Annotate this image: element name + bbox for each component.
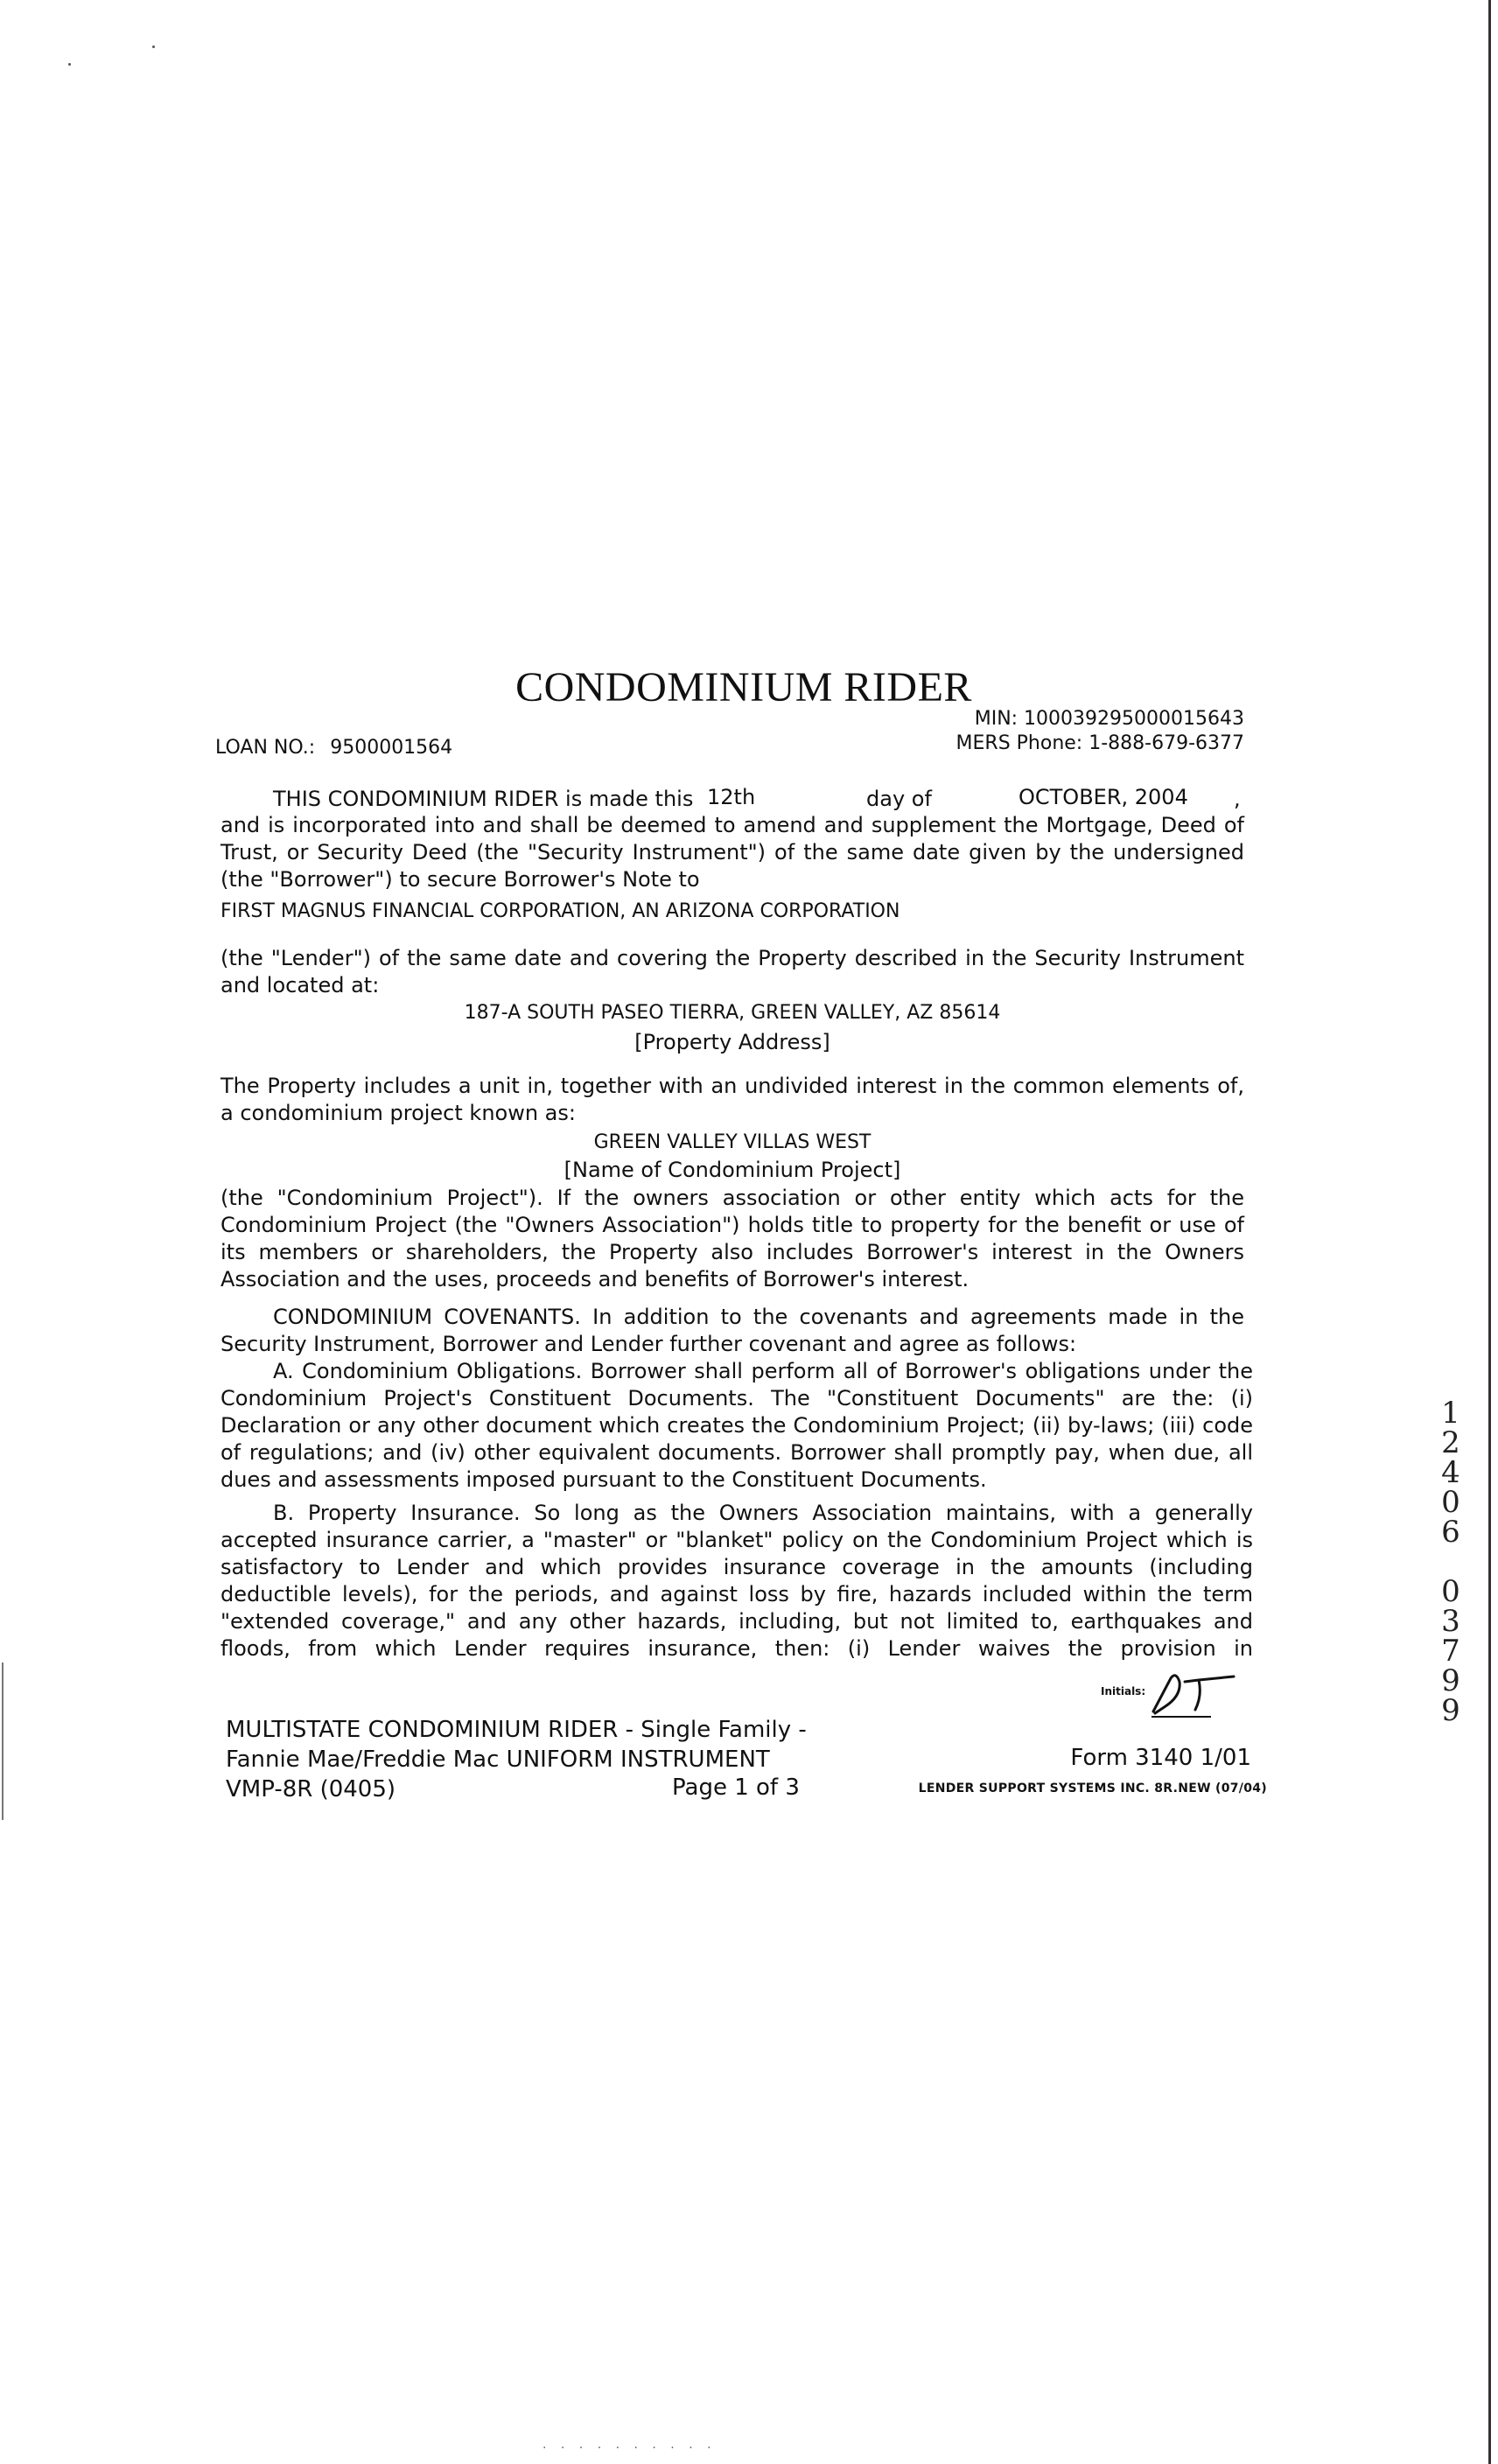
footer-line-2: Fannie Mae/Freddie Mac UNIFORM INSTRUMENT: [226, 1746, 770, 1773]
footer-line-1: MULTISTATE CONDOMINIUM RIDER - Single Family -: [226, 1717, 807, 1743]
stamp-digit: 9: [1441, 1693, 1460, 1728]
stamp-digit: 2: [1441, 1425, 1460, 1460]
scan-border-right: [1488, 0, 1491, 2464]
project-name: GREEN VALLEY VILLAS WEST: [593, 1131, 872, 1153]
initials-signature: [1146, 1670, 1278, 1722]
intro-day-of: day of: [866, 787, 932, 811]
stamp-digit: 9: [1441, 1663, 1460, 1698]
covenants-paragraph: CONDOMINIUM COVENANTS. In addition to the covenants and agreements made in the Security Instrument, Borrower and Lender further covenant and agree as follows:: [220, 1305, 1244, 1356]
intro-body: and is incorporated into and shall be deemed to amend and supplement the Mortgage, Deed of Trust, or Security Deed (the "Security Instrument") of the same date given by the undersigned (the "Borrower") to secure Borrower's Note to: [220, 813, 1244, 892]
scan-artifact-dots: · · · · · · · · · ·: [542, 2441, 717, 2455]
min-number: MIN: 100039295000015643: [974, 708, 1244, 730]
form-number: Form 3140 1/01: [1070, 1745, 1251, 1771]
stamp-digit: 1: [1441, 1396, 1460, 1431]
intro-comma: ,: [1234, 787, 1241, 811]
property-address: 187-A SOUTH PASEO TIERRA, GREEN VALLEY, AZ 85614: [464, 1002, 1001, 1024]
section-b: B. Property Insurance. So long as the Owners Association maintains, with a generally accepted insurance carrier, a "master" or "blanket" policy on the Condominium Project which is satisfactory to Lender and which provides insurance coverage in the amounts (including deductible levels), for the periods, and against loss by fire, hazards included within the term "extended coverage," and any other hazards, including, but not limited to, earthquakes and floods, from which Lender requires insurance, then: (i) Lender waives the provision in: [220, 1501, 1253, 1661]
page-number: Page 1 of 3: [672, 1774, 800, 1801]
stamp-digit: 7: [1441, 1634, 1460, 1669]
stamp-digit: 0: [1441, 1574, 1460, 1609]
mers-info: [956, 707, 1244, 756]
stamp-digit: 0: [1441, 1485, 1460, 1520]
footer-line-3: VMP-8R (0405): [226, 1776, 396, 1802]
lender-support-systems: LENDER SUPPORT SYSTEMS INC. 8R.NEW (07/04): [918, 1782, 1267, 1796]
stamp-digit: 3: [1441, 1604, 1460, 1639]
lender-paragraph: (the "Lender") of the same date and covering the Property described in the Security Instrument and located at:: [220, 946, 1244, 998]
intro-day: 12th: [707, 785, 756, 809]
project-intro: The Property includes a unit in, together with an undivided interest in the common elements of, a condominium project known as:: [220, 1074, 1244, 1125]
stamp-digit: 4: [1441, 1455, 1460, 1490]
stamp-digit: 6: [1441, 1515, 1460, 1550]
loan-number-value: 9500001564: [330, 737, 453, 759]
property-address-label: [Property Address]: [634, 1030, 830, 1054]
mers-phone: MERS Phone: 1-888-679-6377: [956, 732, 1244, 754]
intro-date: OCTOBER, 2004: [1018, 785, 1188, 809]
page-title: CONDOMINIUM RIDER: [515, 664, 972, 710]
stamp-gap: [1433, 1547, 1468, 1577]
section-a: A. Condominium Obligations. Borrower shall perform all of Borrower's obligations under the Condominium Project's Constituent Documents. The "Constituent Documents" are the: (i) Declaration or any other document which creates the Condominium Project; (ii) by-laws; (iii) code of regulations; and (iv) other equivalent documents. Borrower shall promptly pay, when due, all dues and assessments imposed pursuant to the Constituent Documents.: [220, 1359, 1253, 1492]
lender-name: FIRST MAGNUS FINANCIAL CORPORATION, AN ARIZONA CORPORATION: [220, 900, 900, 922]
loan-number-label: LOAN NO.:: [215, 737, 316, 759]
scan-speck: [68, 63, 71, 66]
intro-prefix: THIS CONDOMINIUM RIDER is made this: [273, 787, 694, 811]
recording-stamp: [1433, 1398, 1468, 1726]
project-name-label: [Name of Condominium Project]: [564, 1158, 901, 1182]
project-paragraph: (the "Condominium Project"). If the owners association or other entity which acts for the Condominium Project (the "Owners Association") holds title to property for the benefit or use of its members or shareholders, the Property also includes Borrower's interest in the Owners Association and the uses, proceeds and benefits of Borrower's interest.: [220, 1186, 1244, 1292]
scan-border-left: [2, 1662, 4, 1820]
scan-speck: [152, 46, 155, 48]
loan-number: [215, 737, 452, 759]
initials-label: Initials:: [1101, 1685, 1146, 1698]
